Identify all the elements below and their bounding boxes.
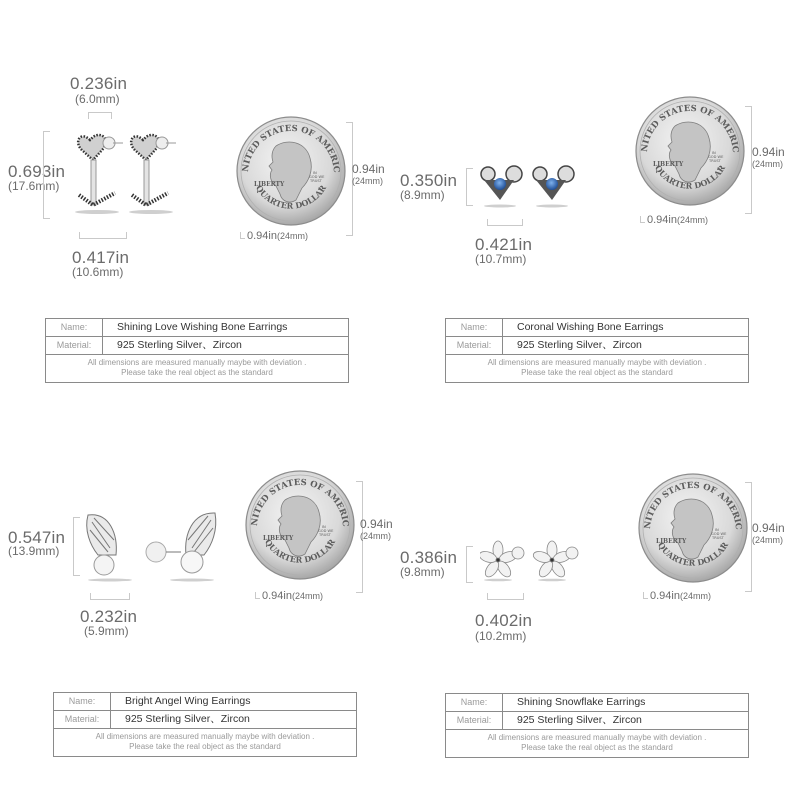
earring-image-coronal [478,160,593,210]
height-in: 0.693in [8,162,66,181]
coin-height-mm: (24mm) [352,176,383,186]
width-in: 0.402in [475,611,533,630]
product-name: Bright Angel Wing Earrings [125,695,251,707]
material-row [446,337,748,355]
product-name: Shining Snowflake Earrings [517,696,646,708]
product-name: Shining Love Wishing Bone Earrings [117,321,288,333]
product-info-table [53,692,357,757]
width-bracket [79,232,127,239]
product-info-table [445,318,749,383]
name-row [446,319,748,337]
product-info-table [445,693,749,758]
coin-width-label: 0.94in(24mm) [643,590,711,602]
width-bracket [487,219,523,226]
material-key: Material: [446,712,503,729]
material-value: 925 Sterling Silver、Zircon [517,339,642,351]
width-in: 0.417in [72,248,130,267]
width-bracket [487,593,524,600]
height-in: 0.350in [400,171,458,190]
disclaimer-note: All dimensions are measured manually maybe with deviation . Please take the real object as the standard [87,358,307,377]
top-width-mm: (6.0mm) [75,92,120,106]
earring-image-angel-wing [80,510,225,585]
coin-height-in: 0.94in [752,145,785,159]
material-row [46,337,348,355]
width-bracket [90,593,130,600]
material-row [446,712,748,730]
earring-image-heart-wishbone [75,125,190,220]
top-width-bracket [88,112,112,119]
name-key: Name: [446,319,503,336]
width-in: 0.421in [475,235,533,254]
coin-height-mm: (24mm) [752,159,783,169]
material-row [54,711,356,729]
width-mm: (5.9mm) [84,624,129,638]
material-key: Material: [46,337,103,354]
coin-width-label: 0.94in(24mm) [255,590,323,602]
name-row [446,694,748,712]
name-row [54,693,356,711]
product-info-table [45,318,349,383]
coin-width-label: 0.94in(24mm) [640,214,708,226]
material-value: 925 Sterling Silver、Zircon [117,339,242,351]
coin-height-mm: (24mm) [360,531,391,541]
height-mm: (9.8mm) [400,565,445,579]
coin-height-in: 0.94in [352,162,385,176]
width-mm: (10.2mm) [475,629,527,643]
height-bracket [43,131,50,219]
coin-width-label: 0.94in(24mm) [240,230,308,242]
material-value: 925 Sterling Silver、Zircon [125,713,250,725]
height-mm: (8.9mm) [400,188,445,202]
product-name: Coronal Wishing Bone Earrings [517,321,664,333]
height-bracket [73,517,80,576]
quarter-coin-image [245,470,355,580]
width-mm: (10.7mm) [475,252,527,266]
quarter-coin-image [635,96,745,206]
width-mm: (10.6mm) [72,265,124,279]
coin-height-in: 0.94in [360,517,393,531]
name-row [46,319,348,337]
width-in: 0.232in [80,607,138,626]
coin-height-bracket [745,482,752,592]
disclaimer-note: All dimensions are measured manually maybe with deviation . Please take the real object as the standard [487,733,707,752]
height-in: 0.547in [8,528,66,547]
material-key: Material: [446,337,503,354]
height-mm: (17.6mm) [8,179,60,193]
top-width-in: 0.236in [70,74,128,93]
height-bracket [466,168,473,206]
material-value: 925 Sterling Silver、Zircon [517,714,642,726]
height-in: 0.386in [400,548,458,567]
material-key: Material: [54,711,111,728]
earring-image-snowflake [480,540,600,585]
name-key: Name: [46,319,103,336]
disclaimer-note: All dimensions are measured manually maybe with deviation . Please take the real object as the standard [95,732,315,751]
height-mm: (13.9mm) [8,544,60,558]
coin-height-in: 0.94in [752,521,785,535]
height-bracket [466,546,473,583]
name-key: Name: [446,694,503,711]
disclaimer-note: All dimensions are measured manually maybe with deviation . Please take the real object as the standard [487,358,707,377]
name-key: Name: [54,693,111,710]
quarter-coin-image [638,473,748,583]
quarter-coin-image [236,116,346,226]
coin-height-mm: (24mm) [752,535,783,545]
coin-height-bracket [745,106,752,214]
